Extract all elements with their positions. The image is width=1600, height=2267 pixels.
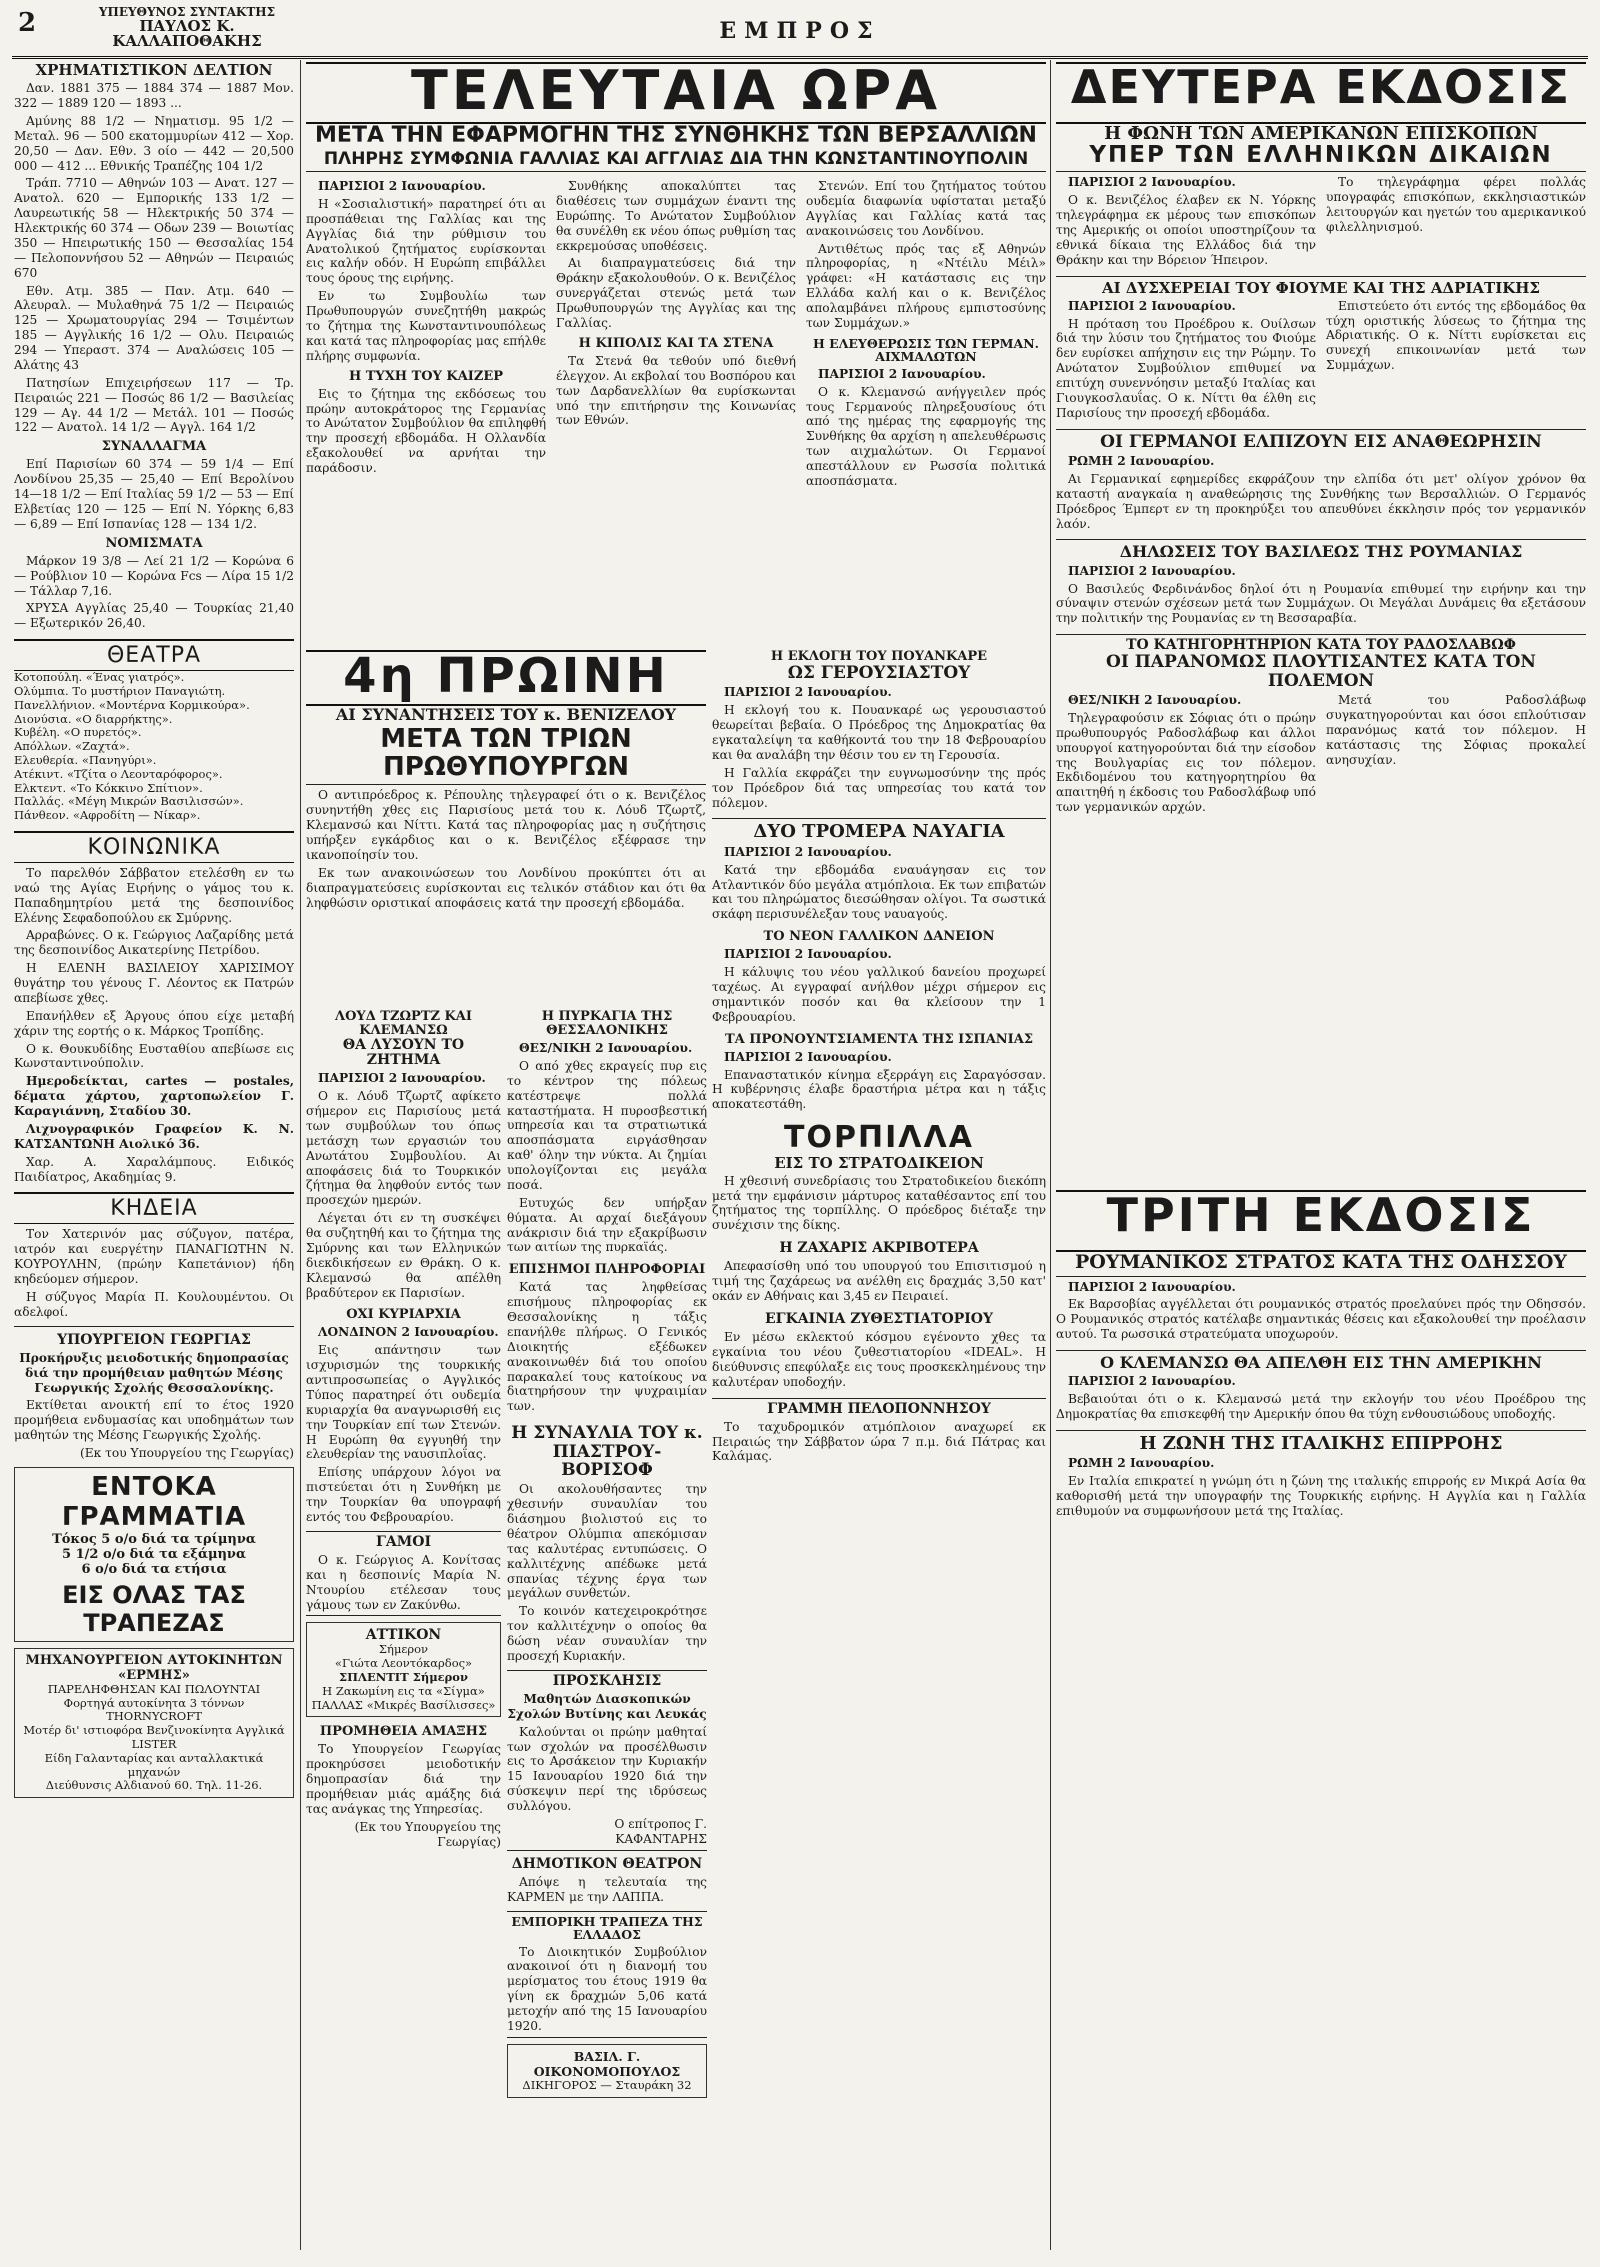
article-paragraph: Η εκλογή του κ. Πουανκαρέ ως γερουσιαστού θεωρείται βεβαία. Ο Πρόεδρος της Δημοκρατίας θα εγκαταλείψη τα καθήκοντά του την 18 Φεβρουαρίου και θα αναλάβη την θέσιν του εν τη Γερουσία. — [712, 703, 1046, 762]
headline-sub: ΥΠΕΡ ΤΩΝ ΕΛΛΗΝΙΚΩΝ ΔΙΚΑΙΩΝ — [1056, 143, 1586, 172]
subheading: ΤΟΡΠΙΛΛΑ — [784, 1120, 974, 1156]
dateline: ΠΑΡΙΣΙΟΙ 2 Ιανουαρίου. — [1068, 1279, 1236, 1294]
proini-section — [306, 706, 706, 1056]
subheading: ΕΠΙΣΗΜΟΙ ΠΛΗΡΟΦΟΡΙΑΙ — [508, 1262, 706, 1278]
dateline: ΠΑΡΙΣΙΟΙ 2 Ιανουαρίου. — [1068, 175, 1236, 190]
article-paragraph: Ο από χθες εκραγείς πυρ εις το κέντρον της πόλεως κατέστρεψε πολλά καταστήματα. Η πυροσβεστική υπηρεσία και τα στρατιωτικά αποσπάσματα ειργάσθησαν καθ' όλην την νύκτα. Αι ζημίαι υπολογίζονται εις μεγάλα ποσά. — [507, 1058, 707, 1192]
printing-ad: Λιχνογραφικόν Γραφείον Κ. Ν. ΚΑΤΣΑΝΤΩΝΗ Αιολικό 36. — [14, 1121, 294, 1151]
provision-text: Το Υπουργείον Γεωργίας προκηρύσσει μειοδοτικήν δημοπρασίαν διά την προμήθειαν μιάς αμάξης διά τας ανάγκας της Υπηρεσίας. — [306, 1742, 501, 1816]
wedding-text: Ο κ. Γεώργιος Α. Κονίτσας και η δεσποινίς Μαρία Ν. Ντουρίου ετέλεσαν τους γάμους των εν Ζακύνθω. — [306, 1552, 501, 1612]
bank-title: ΕΜΠΟΡΙΚΗ ΤΡΑΠΕΖΑ ΤΗΣ ΕΛΛΑΔΟΣ — [511, 1913, 703, 1943]
article-paragraph: Η «Σοσιαλιστική» παρατηρεί ότι αι προσπάθειαι της Γαλλίας και της Αγγλίας διά την ρύθμισιν του Ανατολικού ζητήματος ευρίσκονται εις καλήν οδόν. Η Ευρώπη επιβάλλει τους όρους της ειρήνης. — [306, 196, 546, 286]
dateline: ΠΑΡΙΣΙΟΙ 2 Ιανουαρίου. — [1068, 1374, 1236, 1389]
article-paragraph: Οι ακολουθήσαντες την χθεσινήν συναυλίαν του διάσημου βιολιστού εις το θέατρον Ολύμπια απεκόμισαν τας καλυτέρας εντυπώσεις. Ο καλλιτέχνης απέδωκε μετά σπανίας τέχνης έργα των μεγάλων συνθετών. — [507, 1482, 707, 1601]
theatre-entry: Ολύμπια. Το μυστήριον Παναγιώτη. — [14, 683, 226, 698]
cinema-line: Η Ζακωμίνη εις τα «Σίγμα» — [322, 1683, 485, 1698]
wedding-title: ΓΑΜΟΙ — [375, 1533, 432, 1550]
cinema-line: ΠΑΛΛΑΣ «Μικρές Βασίλισσες» — [311, 1697, 496, 1712]
bank-box — [507, 1911, 707, 2038]
subheading: ΟΙ ΓΕΡΜΑΝΟΙ ΕΛΠΙΖΟΥΝ ΕΙΣ ΑΝΑΘΕΩΡΗΣΙΝ — [1056, 429, 1586, 451]
dateline: ΘΕΣ/ΝΙΚΗ 2 Ιανουαρίου. — [1068, 693, 1242, 708]
dateline: ΠΑΡΙΣΙΟΙ 2 Ιανουαρίου. — [1068, 298, 1236, 313]
hemerodeiktes-ad: Ημεροδείκται, cartes — postales, δέματα χάρτου, χαρτοπωλείον Γ. Καραγιάννη, Σταδίου 30. — [14, 1074, 294, 1119]
article-columns — [306, 176, 1046, 489]
subheading: Η ΚΙΠΟΛΙΣ ΚΑΙ ΤΑ ΣΤΕΝΑ — [578, 335, 774, 351]
invite-sign: Ο επίτροπος Γ. ΚΑΦΑΝΤΑΡΗΣ — [614, 1816, 707, 1846]
defteraekdosis-section — [1056, 124, 1586, 1184]
subheading: ΟΙ ΠΑΡΑΝΟΜΩΣ ΠΛΟΥΤΙΣΑΝΤΕΣ ΚΑΤΑ ΤΟΝ ΠΟΛΕΜΟΝ — [1106, 652, 1536, 691]
article-paragraph: Εν μέσω εκλεκτού κόσμου εγένοντο χθες τα εγκαίνια του νέου ζυθεστιατορίου «IDEAL». Η διεύθυνσις επεφύλαξε εις τους προσκεκλημένους την καλυτέραν υποδοχήν. — [712, 1330, 1046, 1389]
social-item: Αρραβώνες. Ο κ. Γεώργιος Λαζαρίδης μετά της δεσποινίδος Αικατερίνης Πετρίδου. — [14, 928, 294, 958]
entoka-footer: ΕΙΣ ΟΛΑΣ ΤΑΣ ΤΡΑΠΕΖΑΣ — [62, 1580, 246, 1637]
dateline: ΠΑΡΙΣΙΟΙ 2 Ιανουαρίου. — [818, 366, 986, 381]
article-paragraph: Επαναστατικόν κίνημα εξερράγη εις Σαραγόσσαν. Η κυβέρνησις έλαβε δραστήρια μέτρα και η τάξις αποκατεστάθη. — [712, 1067, 1046, 1112]
headline-main: ΡΟΥΜΑΝΙΚΟΣ ΣΤΡΑΤΟΣ ΚΑΤΑ ΤΗΣ ΟΔΗΣΣΟΥ — [1056, 1252, 1586, 1277]
article-column — [1056, 172, 1316, 267]
article-column — [1326, 172, 1586, 267]
subheading: Η ΠΥΡΚΑΓΙΑ ΤΗΣ ΘΕΣΣΑΛΟΝΙΚΗΣ — [541, 1010, 673, 1039]
article-paragraph: Η Γαλλία εκφράζει την ευγνωμοσύνην της πρός τον Πρόεδρον διά τας υπηρεσίας του κατά τον πόλεμον. — [712, 765, 1046, 810]
invite-sub: Μαθητών Διασκοπικών Σχολών Βυτίνης και Λευκάς — [507, 1691, 707, 1721]
social-item: Επανήλθεν εξ Άργους όπου είχε μεταβή χάριν της εορτής ο κ. Μάρκος Τροπίδης. — [14, 1008, 294, 1038]
exchange-title: ΣΥΝΑΛΛΑΓΜΑ — [101, 439, 207, 455]
article-paragraph: Στενών. Επί του ζητήματος τούτου ουδεμία διαφωνία υφίσταται μεταξύ Αγγλίας και Γαλλίας κατά τας ανακοινώσεις του Λονδίνου. — [806, 179, 1046, 238]
dateline: ΠΑΡΙΣΙΟΙ 2 Ιανουαρίου. — [318, 1071, 486, 1086]
banner-defteraekdosis: ΔΕΥΤΕΡΑ ΕΚΔΟΣΙΣ — [1056, 62, 1586, 124]
theatre-entry: Ελκτεντ. «Το Κόκκινο Σπίτιον». — [14, 780, 203, 795]
article-paragraph: Το κοινόν κατεχειροκρότησε τον καλλιτέχνην ο οποίος θα δώση νέαν συναυλίαν την προσεχή Κυριακήν. — [507, 1604, 707, 1663]
article-paragraph: Συνθήκης αποκαλύπτει τας διαθέσεις των συμμάχων έναντι της Ευρώπης. Το Ανώτατον Συμβούλιον θα συνέλθη εκ νέου όπως ρυθμίση τας εκκρεμούσας υποθέσεις. — [556, 179, 796, 253]
entoka-rate: 5 1/2 ο/ο διά τα εξάμηνα — [62, 1546, 246, 1562]
article-paragraph: Εκ Βαρσοβίας αγγέλλεται ότι ρουμανικός στρατός προελαύνει πρός την Οδησσόν. Ο Ρουμανικός στρατός κατέλαβε σημαντικάς θέσεις και εξακολουθεί την προέλασιν αυτού. Τα ρωσσικά στρατεύματα υποχωρούν. — [1056, 1297, 1586, 1342]
article-column — [556, 176, 796, 489]
headline-main: ΜΕΤΑ ΤΗΝ ΕΦΑΡΜΟΓΗΝ ΤΗΣ ΣΥΝΘΗΚΗΣ ΤΩΝ ΒΕΡΣΑΛΛΙΩΝ — [315, 124, 1037, 148]
headline-sub: ΜΕΤΑ ΤΩΝ ΤΡΙΩΝ ΠΡΩΘΥΠΟΥΡΓΩΝ — [306, 725, 706, 785]
subheading: ΕΙΣ ΤΟ ΣΤΡΑΤΟΔΙΚΕΙΟΝ — [774, 1153, 984, 1172]
page-number: 2 — [18, 8, 37, 38]
machines-ad — [14, 1648, 294, 1798]
column-rule — [1050, 60, 1051, 2250]
article-paragraph: Λέγεται ότι εν τη συσκέψει θα συζητηθή και το ζήτημα της Σμύρνης και των Ελληνικών διεκδικήσεων εν Θράκη. Ο κ. Κλεμανσώ θα απέλθη βραδύτερον εκ Παρισίων. — [306, 1211, 501, 1300]
editor-line: ΥΠΕΥΘΥΝΟΣ ΣΥΝΤΑΚΤΗΣ — [98, 5, 276, 19]
triti-ekdosis-section — [1056, 1252, 1586, 2242]
stock-line: Εθν. Ατμ. 385 — Παν. Ατμ. 640 — Αλευραλ. — Μυλαθηνά 75 1/2 — Πειραιώς 125 — Χρωματουργίας 294 — Τσιμέντων 185 — Αγγλικής 16 1/2 — Ολυ. Πειραιώς 294 — Υπεραστ. 374 — Αναλώσεις 105 — Αλάτης 43 — [14, 283, 294, 372]
invite-box — [507, 1670, 707, 1851]
theatre-entry: Κυβέλη. «Ο πυρετός». — [14, 725, 142, 740]
article-paragraph: Ο κ. Βενιζέλος έλαβεν εκ Ν. Υόρκης τηλεγράφημα εκ μέρους των επισκόπων της Αμερικής οι οποίοι υποστηρίζουν τα εθνικά δίκαια της Ελλάδος διά την Θράκην και την Βόρειον Ήπειρον. — [1056, 193, 1316, 267]
article-paragraph: Κατά τας ληφθείσας επισήμους πληροφορίας εκ Θεσσαλονίκης η τάξις επανήλθε πλήρως. Ο Γενικός Διοικητής εξέδωκεν ανακοινωθέν διά του οποίου παρακαλεί τους κατοίκους να διατηρήσουν την ψυχραιμίαν των. — [507, 1280, 707, 1414]
article-paragraph: Κατά την εβδομάδα εναυάγησαν εις τον Ατλαντικόν δύο μεγάλα ατμόπλοια. Εκ των επιβατών και του πληρώματος διεσώθησαν ολίγοι. Τα σωστικά σκάφη περισυνέλεξαν τους ναυαγούς. — [712, 862, 1046, 922]
editor-name: ΠΑΥΛΟΣ Κ. ΚΑΛΛΑΠΟΘΑΚΗΣ — [112, 16, 262, 51]
article-column — [1056, 690, 1316, 815]
subheading: ΕΓΚΑΙΝΙΑ ΖΥΘΕΣΤΙΑΤΟΡΙΟΥ — [765, 1310, 993, 1327]
dateline: ΠΑΡΙΣΙΟΙ 2 Ιανουαρίου. — [724, 844, 892, 859]
banner-teleftaia-ora: ΤΕΛΕΥΤΑΙΑ ΩΡΑ — [306, 62, 1046, 124]
mid-column-a — [306, 1010, 501, 2250]
article-paragraph: Αντιθέτως πρός τας εξ Αθηνών πληροφορίας, η «Ντέιλυ Μέιλ» γράφει: «Η κατάστασις εις την Ελλάδα καλή και ο κ. Βενιζέλος απολαμβάνει πλήρους εμπιστοσύνης των Συμμάχων.» — [806, 241, 1046, 330]
exchange-line: Επί Παρισίων 60 374 — 59 1/4 — Επί Λονδίνου 25,35 — 25,40 — Επί Βερολίνου 14—18 1/2 — Επί Ιταλίας 59 1/2 — 53 — Επί Ελβετίας 120 — 125 — Επί Ν. Υόρκης 6,83 — 6,89 — Επί Ισπανίας 128 — 134 1/2. — [14, 457, 294, 531]
stock-line: Αμύνης 88 1/2 — Νηματισμ. 95 1/2 — Μεταλ. 96 — 500 εκατομμυρίων 412 — Χορ. 20,50 — Δαν. Εθν. 3 οίο — 442 — 20,500 000 — 412 ... Εθνικής Τραπέζης 104 1/2 — [14, 113, 294, 173]
article-paragraph: Τηλεγραφούσιν εκ Σόφιας ότι ο πρώην πρωθυπουργός Ραδοσλάβωφ και άλλοι υπουργοί κατηγορούνται διά την είσοδον της Βουλγαρίας εις τον πόλεμον. Εκδιδομένου του κατηγορητηρίου θα απαιτηθή η έκδοσις του Ραδοσλάβωφ υπό των γερμανικών αρχών. — [1056, 710, 1316, 815]
article-paragraph: Αι Γερμανικαί εφημερίδες εκφράζουν την ελπίδα ότι μετ' ολίγον χρόνον θα καταστή αναγκαία η αναθεώρησις της Συνθήκης των Βερσαλλιών. Ο Γερμανός Πρόεδρος Έμπερτ εν τη προκηρύξει του απευθύνει έκκλησιν πρός τον γερμανικόν λαόν. — [1056, 471, 1586, 531]
cinema-line: Σήμερον — [378, 1642, 429, 1657]
theatre-entry: Πάνθεον. «Αφροδίτη — Νίκαρ». — [14, 808, 201, 823]
coins-line: Μάρκον 19 3/8 — Λεί 21 1/2 — Κορώνα 6 — Ρούβλιον 10 — Κορώνα Fcs — Λίρα 15 1/2 — Τάλλαρ 7,16. — [14, 553, 294, 598]
ministry-text: Εκτίθεται ανοικτή επί το έτος 1920 προμήθεια ενδυμασίας και υποδημάτων των μαθητών της Μέσης Γεωργικής Σχολής. — [14, 1398, 294, 1443]
cinema-line: «Γιώτα Λεοντόκαρδος» — [334, 1656, 473, 1671]
article-column — [1056, 296, 1316, 421]
funerals-title: ΚΗΔΕΙΑ — [14, 1192, 294, 1224]
left-column — [14, 58, 294, 2258]
subheading: Η ΖΑΧΑΡΙΣ ΑΚΡΙΒΟΤΕΡΑ — [779, 1240, 979, 1257]
stock-line: Τράπ. 7710 — Αθηνών 103 — Ανατ. 127 — Ανατολ. 620 — Εμπορικής 133 1/2 — Λαυρεωτικής 58 — Ηλεκτρικής 50 374 — Ηλεκτρικής 60 374 — Οδων 239 — Βοιωτίας 350 — Ηπειρωτικής 150 — Θεσσαλίας 154 — Πελοποννήσου 52 — Αθηνών — Πειραιώς 670 — [14, 176, 294, 280]
article-paragraph: Η πρόταση του Προέδρου κ. Ουίλσων διά την λύσιν του ζητήματος του Φιούμε δεν ευρίσκει απήχησιν εις την Ρώμην. Το Ανώτατον Συμβούλιον επιθυμεί να επιτύχη συνεννόησιν μεταξύ Ιταλίας και Γιουγκοσλαυΐας. Ο κ. Νίττι θα έλθη εις Παρισίους την προσεχή εβδομάδα. — [1056, 316, 1316, 420]
article-paragraph: Η κάλυψις του νέου γαλλικού δανείου προχωρεί ταχέως. Αι εγγραφαί ανήλθον μέχρι σήμερον εις σημαντικόν ποσόν και θα κλείσουν την 1 Φεβρουαρίου. — [712, 965, 1046, 1024]
article-columns — [1056, 690, 1586, 815]
subheading: ΛΟΥΔ ΤΖΩΡΤΖ ΚΑΙ ΚΛΕΜΑΝΣΩ — [335, 1010, 472, 1039]
stock-line: Πατησίων Επιχειρήσεων 117 — Τρ. Πειραιώς 221 — Ποσώς 86 1/2 — Βασιλείας 129 — Αγ. 44 1/2 — Μετάλ. 101 — Ποσώς 122 — Ανατολ. 14 1/2 — Αγγλ. 164 1/2 — [14, 375, 294, 435]
subheading: Η ΣΥΝΑΥΛΙΑ ΤΟΥ κ. ΠΙΑΣΤΡΟΥ-ΒΟΡΙΣΟΦ — [511, 1423, 703, 1480]
machines-line: Μοτέρ δι' ιστιοφόρα Βενζινοκίνητα Αγγλικά LISTER — [23, 1723, 285, 1752]
dateline: ΘΕΣ/ΝΙΚΗ 2 Ιανουαρίου. — [519, 1041, 693, 1056]
article-paragraph: Ο κ. Κλεμανσώ ανήγγειλεν πρός τους Γερμανούς πληρεξουσίους ότι από της ημέρας της εφαρμογής της Συνθήκης θα αρχίση η απελευθέρωσις των αιχμαλώτων. Οι Γερμανοί απεστάλλουν εν Ρωσσία πολιτικά αποσπάσματα. — [806, 384, 1046, 488]
social-title: ΚΟΙΝΩΝΙΚΑ — [14, 831, 294, 863]
article-column — [1326, 690, 1586, 815]
column-rule — [300, 60, 301, 2250]
subheading: Η ΤΥΧΗ ΤΟΥ ΚΑΙΖΕΡ — [348, 368, 504, 384]
coins-line: ΧΡΥΣΑ Αγγλίας 25,40 — Τουρκίας 21,40 — Εξωτερικόν 26,40. — [14, 601, 294, 631]
article-column — [306, 176, 546, 489]
theatre-title: ΔΗΜΟΤΙΚΟΝ ΘΕΑΤΡΟΝ — [511, 1855, 703, 1872]
entoka-rate: 6 ο/ο διά τα ετήσια — [81, 1561, 227, 1577]
dateline: ΛΟΝΔΙΝΟΝ 2 Ιανουαρίου. — [318, 1325, 499, 1340]
article-paragraph: Ευτυχώς δεν υπήρξαν θύματα. Αι αρχαί διεξάγουν ανάκρισιν διά την εξακρίβωσιν των αιτίων της πυρκαϊάς. — [507, 1195, 707, 1255]
ministry-sign: (Εκ του Υπουργείου της Γεωργίας) — [80, 1446, 294, 1460]
article-paragraph: Η χθεσινή συνεδρίασις του Στρατοδικείου διεκόπη μετά την εμφάνισιν μάρτυρος καταθέσαντος επί του ζητήματος της τορπίλλης. Ο πρόεδρος διέταξε την συνέχισιν της δίκης. — [712, 1173, 1046, 1233]
banner-triti-ekdosis: ΤΡΙΤΗ ΕΚΔΟΣΙΣ — [1056, 1190, 1586, 1252]
theatre-entry: Πανελλήνιον. «Μοντέρνα Κορμικούρα». — [14, 697, 250, 712]
subheading: ΑΙ ΔΥΣΧΕΡΕΙΑΙ ΤΟΥ ΦΙΟΥΜΕ ΚΑΙ ΤΗΣ ΑΔΡΙΑΤΙΚΗΣ — [1056, 276, 1586, 296]
article-paragraph: Μετά του Ραδοσλάβωφ συγκατηγορούνται και όσοι επλούτισαν παρανόμως κατά τον πόλεμον. Η κατάστασις της Σόφιας προκαλεί ανησυχίαν. — [1326, 693, 1586, 767]
article-paragraph: Εις το ζήτημα της εκδόσεως του πρώην αυτοκράτορος της Γερμανίας το Ανώτατον Συμβούλιον θα επιληφθή την προσεχή εβδομάδα. Η Ολλανδία εξακολουθεί να αρνήται την παράδοσιν. — [306, 386, 546, 476]
headline-sub: ΠΛΗΡΗΣ ΣΥΜΦΩΝΙΑ ΓΑΛΛΙΑΣ ΚΑΙ ΑΓΓΛΙΑΣ ΔΙΑ ΤΗΝ ΚΩΝΣΤΑΝΤΙΝΟΥΠΟΛΙΝ — [306, 150, 1046, 172]
masthead — [12, 6, 1588, 59]
personal-ad: Ο κ. Θουκυδίδης Ευσταθίου απεβίωσε εις Κωνσταντινούπολιν. — [14, 1041, 294, 1071]
divider — [14, 1326, 294, 1327]
invite-title: ΠΡΟΣΚΛΗΣΙΣ — [552, 1672, 662, 1689]
article-paragraph: Απεφασίσθη υπό του υπουργού του Επισιτισμού η τιμή της ζαχάρεως να ανέλθη εις δραχμάς 3,50 κατ' οκάν εν Αθήναις και 3,45 εν Πειραιεί. — [712, 1259, 1046, 1304]
mid-column-c — [712, 650, 1046, 2250]
article-paragraph: Επιστεύετο ότι εντός της εβδομάδος θα τύχη οριστικής λύσεως το ζήτημα της Αδριατικής. Ο κ. Νίττι ευρίσκεται εις συνεχή επικοινωνίαν μετά των Συμμάχων. — [1326, 298, 1586, 373]
article-paragraph: Εν Ιταλία επικρατεί η γνώμη ότι η ζώνη της ιταλικής επιρροής εν Μικρά Ασία θα καθορισθή μετά την υπογραφήν της Τουρκικής ειρήνης. Η Αγγλία και η Γαλλία επιθυμούν να συμφωνήσουν μετά της Ιταλίας. — [1056, 1474, 1586, 1518]
subheading: ΟΧΙ ΚΥΡΙΑΡΧΙΑ — [346, 1307, 461, 1323]
teleftaia-ora-section — [306, 124, 1046, 644]
article-paragraph: Εις απάντησιν των ισχυρισμών της τουρκικής αντιπροσωπείας ο Αγγλικός Τύπος παρατηρεί ότι ουδεμία κυριαρχία θα αναγνωρισθή εις την Τουρκίαν επί των Στενών. Η Ευρώπη θα εγγυηθή την ελευθερίαν της ναυσιπλοΐας. — [306, 1343, 501, 1462]
ministry-title: ΥΠΟΥΡΓΕΙΟΝ ΓΕΩΡΓΙΑΣ — [57, 1331, 251, 1348]
headline-main: ΑΙ ΣΥΝΑΝΤΗΣΕΙΣ ΤΟΥ κ. ΒΕΝΙΖΕΛΟΥ — [335, 706, 677, 724]
subheading: ΔΗΛΩΣΕΙΣ ΤΟΥ ΒΑΣΙΛΕΩΣ ΤΗΣ ΡΟΥΜΑΝΙΑΣ — [1056, 539, 1586, 560]
article-paragraph: Εκ των ανακοινώσεων του Λονδίνου προκύπτει ότι αι διαπραγματεύσεις ευρίσκονται εις τελικόν στάδιον και ότι θα ληφθώσιν οριστικαί αποφάσεις κατά την προσεχή εβδομάδα. — [306, 865, 706, 910]
cinema-line: ΣΠΛΕΝΤΙΤ Σήμερον — [339, 1670, 468, 1685]
theatre-entry: Διονύσια. «Ο διαρρήκτης». — [14, 711, 173, 726]
article-columns — [1056, 296, 1586, 421]
dateline: ΠΑΡΙΣΙΟΙ 2 Ιανουαρίου. — [318, 179, 486, 194]
bank-text: Το Διοικητικόν Συμβούλιον ανακοινοί ότι η διανομή του μερίσματος του έτους 1919 θα γίνη εκ δραχμών 5,06 κατά μετοχήν από της 15 Ιανουαρίου 1920. — [507, 1944, 707, 2033]
newspaper-name: ΕΜΠΡΟΣ — [719, 18, 881, 44]
machines-title: ΜΗΧΑΝΟΥΡΓΕΙΟΝ ΑΥΤΟΚΙΝΗΤΩΝ «ΕΡΜΗΣ» — [25, 1652, 283, 1683]
article-paragraph: Ο κ. Λόυδ Τζωρτζ αφίκετο σήμερον εις Παρισίους μετά των συμβούλων του όπως μετάσχη των εργασιών του Ανωτάτου Συμβουλίου. Αι αποφάσεις διά το Τουρκικόν ζήτημα θα ληφθούν εντός των προσεχών ημερών. — [306, 1089, 501, 1208]
provision-sign: (Εκ του Υπουργείου της Γεωργίας) — [354, 1819, 501, 1849]
stock-title: ΧΡΗΜΑΤΙΣΤΙΚΟΝ ΔΕΛΤΙΟΝ — [35, 61, 273, 79]
theatre-entry: Ελευθερία. «Πανηγύρι». — [14, 752, 157, 767]
dateline: ΠΑΡΙΣΙΟΙ 2 Ιανουαρίου. — [724, 1049, 892, 1064]
machines-line: ΠΑΡΕΛΗΦΘΗΣΑΝ ΚΑΙ ΠΩΛΟΥΝΤΑΙ — [47, 1681, 261, 1696]
notices-box — [306, 1531, 501, 1617]
theatre-text: Απόψε η τελευταία της ΚΑΡΜΕΝ με την ΛΑΠΠΑ. — [507, 1874, 707, 1904]
entoka-ad — [14, 1467, 294, 1642]
theatre-entry: Απόλλων. «Ζαχτά». — [14, 739, 130, 754]
article-paragraph: Βεβαιούται ότι ο κ. Κλεμανσώ μετά την εκλογήν του νέου Προέδρου της Δημοκρατίας θα επισκεφθή την Αμερικήν όπου θα τύχη ενθουσιώδους υποδοχής. — [1056, 1392, 1586, 1422]
theatres-title: ΘΕΑΤΡΑ — [14, 639, 294, 671]
lawyer-name: ΒΑΣΙΛ. Γ. ΟΙΚΟΝΟΜΟΠΟΥΛΟΣ — [533, 2048, 681, 2079]
stock-line: Δαν. 1881 375 — 1884 374 — 1887 Μον. 322 — 1889 120 — 1893 ... — [14, 81, 294, 111]
machines-line: Φορτηγά αυτοκίνητα 3 τόννων THORNYCROFT — [63, 1695, 245, 1724]
theatre-entry: Κοτοπούλη. «Ένας γιατρός». — [14, 670, 185, 685]
funerals-signers: Η σύζυγος Μαρία Π. Κουλουμέντου. Οι αδελφοί. — [14, 1289, 294, 1319]
subheading: Η ΖΩΝΗ ΤΗΣ ΙΤΑΛΙΚΗΣ ΕΠΙΡΡΟΗΣ — [1056, 1430, 1586, 1453]
theatre-entry: Ατέκιντ. «Τζίτα ο Λεονταρόφορος». — [14, 766, 223, 781]
article-paragraph: Αι διαπραγματεύσεις διά την Θράκην εξακολουθούν. Ο κ. Βενιζέλος συνεργάζεται στενώς μετά των Πρωθυπουργών της Αγγλίας και της Γαλλίας. — [556, 256, 796, 330]
doctor-ad: Χαρ. Α. Χαραλάμπους. Ειδικός Παιδίατρος, Ακαδημίας 9. — [14, 1154, 294, 1184]
article-paragraph: Εν τω Συμβουλίω των Πρωθυπουργών συνεζητήθη μακρώς το ζήτημα της Κωνσταντινουπόλεως και κατά τας πληροφορίας μας επήλθε πλήρης συμφωνία. — [306, 289, 546, 363]
subheading: ΤΑ ΠΡΟΝΟΥΝΤΣΙΑΜΕΝΤΑ ΤΗΣ ΙΣΠΑΝΙΑΣ — [724, 1031, 1034, 1047]
subheading: ΤΟ ΚΑΤΗΓΟΡΗΤΗΡΙΟΝ ΚΑΤΑ ΤΟΥ ΡΑΔΟΣΛΑΒΩΦ — [1056, 634, 1586, 653]
subheading: Ο ΚΛΕΜΑΝΣΩ ΘΑ ΑΠΕΛΘΗ ΕΙΣ ΤΗΝ ΑΜΕΡΙΚΗΝ — [1056, 1350, 1586, 1371]
social-item: Η ΕΛΕΝΗ ΒΑΣΙΛΕΙΟΥ ΧΑΡΙΣΙΜΟΥ θυγάτηρ του γένους Γ. Λέοντος εκ Πατρών απεβίωσε χθες. — [14, 961, 294, 1005]
dateline: ΠΑΡΙΣΙΟΙ 2 Ιανουαρίου. — [1068, 563, 1236, 578]
machines-line: Είδη Γαλανταρίας και ανταλλακτικά μηχανών — [44, 1750, 264, 1779]
dateline: ΠΑΡΙΣΙΟΙ 2 Ιανουαρίου. — [724, 685, 892, 700]
subheading: ΘΑ ΛΥΣΟΥΝ ΤΟ ΖΗΤΗΜΑ — [342, 1037, 465, 1069]
subheading: ΤΟ ΝΕΟΝ ΓΑΛΛΙΚΟΝ ΔΑΝΕΙΟΝ — [763, 929, 995, 945]
entoka-rate: Τόκος 5 ο/ο διά τα τρίμηνα — [52, 1531, 256, 1547]
article-paragraph: Ο αντιπρόεδρος κ. Ρέπουλης τηλεγραφεί ότι ο κ. Βενιζέλος συνηντήθη χθες εις Παρισίους μετά του κ. Λόυδ Τζωρτζ, Κλεμανσώ και Νίττι. Κατά τας πληροφορίας μας η συζήτησις υπήρξεν εγκάρδιος και ο κ. Βενιζέλος εξέφρασε την ικανοποίησίν του. — [306, 788, 706, 862]
article-columns — [1056, 172, 1586, 267]
article-paragraph: Τα Στενά θα τεθούν υπό διεθνή έλεγχον. Αι εκβολαί του Βοσπόρου και των Δαρδανελλίων θα ευρίσκωνται υπό την επιτήρησιν της Κοινωνίας των Εθνών. — [556, 353, 796, 428]
subheading: ΔΥΟ ΤΡΟΜΕΡΑ ΝΑΥΑΓΙΑ — [712, 818, 1046, 841]
coins-title: ΝΟΜΙΣΜΑΤΑ — [105, 535, 203, 551]
article-paragraph: Επίσης υπάρχουν λόγοι να πιστεύεται ότι η Συνθήκη με την Τουρκίαν θα υπογραφή εντός του Φεβρουαρίου. — [306, 1465, 501, 1524]
dateline: ΠΑΡΙΣΙΟΙ 2 Ιανουαρίου. — [724, 947, 892, 962]
stock-list — [14, 81, 294, 435]
article-column — [806, 176, 1046, 489]
lawyer-line: ΔΙΚΗΓΟΡΟΣ — Σταυράκη 32 — [522, 2077, 692, 2092]
lawyer-card — [507, 2044, 707, 2098]
article-paragraph: Ο Βασιλεύς Φερδινάνδος δηλοί ότι η Ρουμανία επιθυμεί την ειρήνην και την σύναψιν στενών σχέσεων μετά των Συμμάχων. Οι Μεγάλαι Δυνάμεις θα εξετάσουν την πολιτικήν της Ρουμανίας εν τη Βεσσαραβία. — [1056, 581, 1586, 626]
provision-title: ΠΡΟΜΗΘΕΙΑ ΑΜΑΞΗΣ — [319, 1724, 488, 1740]
subheading: Η ΕΚΛΟΓΗ ΤΟΥ ΠΟΥΑΝΚΑΡΕ — [770, 650, 988, 664]
theatres-list — [14, 671, 294, 823]
article-column — [1326, 296, 1586, 421]
cinema-title: ΑΤΤΙΚΟΝ — [365, 1627, 442, 1644]
cinema-ad — [306, 1622, 501, 1717]
entoka-title: ΕΝΤΟΚΑ ΓΡΑΜΜΑΤΙΑ — [61, 1471, 247, 1532]
article-paragraph: Το ταχυδρομικόν ατμόπλοιον αναχωρεί εκ Πειραιώς την Σάββατον ώρα 7 π.μ. διά Πάτρας και Καλάμας. — [712, 1419, 1046, 1464]
theatre-entry: Παλλάς. «Μέγη Μικρών Βασιλισσών». — [14, 794, 244, 809]
subheading: ΓΡΑΜΜΗ ΠΕΛΟΠΟΝΝΗΣΟΥ — [712, 1398, 1046, 1417]
mid-column-b — [507, 1010, 707, 2250]
machines-line: Διεύθυνσις Αλδιανού 60. Τηλ. 11-26. — [45, 1778, 263, 1793]
social-item: Το παρελθόν Σάββατον ετελέσθη εν τω ναώ της Αγίας Ειρήνης ο γάμος του κ. Παπαδημητρίου μετά της δεσποινίδος Ελένης Σεφαδοπούλου εκ Σμύρνης. — [14, 865, 294, 925]
dateline: ΡΩΜΗ 2 Ιανουαρίου. — [1068, 454, 1215, 469]
subheading: Η ΕΛΕΥΘΕΡΩΣΙΣ ΤΩΝ ΓΕΡΜΑΝ. ΑΙΧΜΑΛΩΤΩΝ — [813, 335, 1039, 365]
headline-main: Η ΦΩΝΗ ΤΩΝ ΑΜΕΡΙΚΑΝΩΝ ΕΠΙΣΚΟΠΩΝ — [1104, 124, 1538, 144]
banner-tetarti-proini: 4η ΠΡΩΙΝΗ — [306, 650, 706, 706]
ministry-subtitle: Προκήρυξις μειοδοτικής δημοπρασίας διά την προμήθειαν μαθητών Μέσης Γεωργικής Σχολής Θεσσαλονίκης. — [19, 1350, 289, 1395]
invite-text: Καλούνται οι πρώην μαθηταί των σχολών να προσέλθωσιν εις το Αρσάκειον την Κυριακήν 15 Ιανουαρίου 1920 διά την σύσκεψιν περί της ιδρύσεως συλλόγου. — [507, 1724, 707, 1814]
dateline: ΡΩΜΗ 2 Ιανουαρίου. — [1068, 1456, 1215, 1471]
funerals-text: Τον Χατερινόν μας σύζυγον, πατέρα, ιατρόν και ευεργέτην ΠΑΝΑΓΙΩΤΗΝ Ν. ΚΟΥΡΟΥΛΗΝ, (πρώην Καπετάνιον) ήδη κηδεύομεν σήμερον. — [14, 1227, 294, 1287]
subheading: ΩΣ ΓΕΡΟΥΣΙΑΣΤΟΥ — [787, 663, 971, 684]
article-paragraph: Το τηλεγράφημα φέρει πολλάς υπογραφάς επισκόπων, εκκλησιαστικών λειτουργών και ηγετών του αμερικανικού φιλελληνισμού. — [1326, 175, 1586, 234]
